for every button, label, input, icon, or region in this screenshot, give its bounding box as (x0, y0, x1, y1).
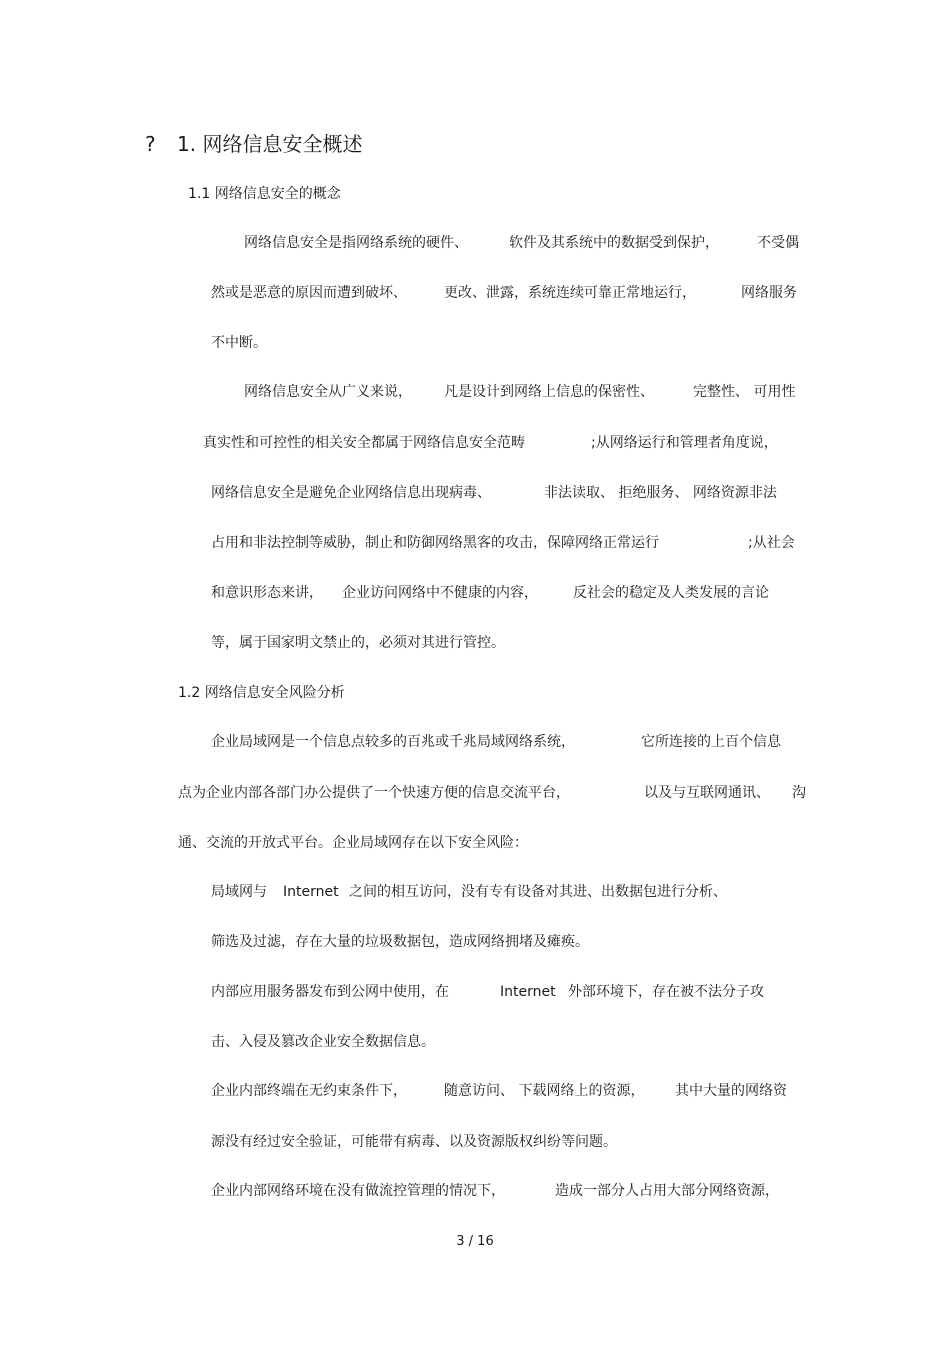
text-segment: 之间的相互访问，没有专有设备对其进、出数据包进行分析、 (349, 884, 727, 900)
text-segment: 完整性、 可用性 (693, 384, 796, 400)
text-segment: 占用和非法控制等威胁，制止和防御网络黑客的攻击，保障网络正常运行 (211, 535, 659, 551)
text-segment: 凡是设计到网络上信息的保密性、 (444, 384, 654, 400)
text-segment: 非法读取、 拒绝服务、 网络资源非法 (544, 485, 777, 501)
text-segment: 反社会的稳定及人类发展的言论 (573, 585, 769, 601)
text-segment: 网络信息安全是指网络系统的硬件、 (244, 235, 468, 251)
risk-2-line-2: 击、入侵及篡改企业安全数据信息。 (211, 1034, 435, 1050)
text-segment: 企业访问网络中不健康的内容， (342, 585, 538, 601)
text-segment: 它所连接的上百个信息 (641, 734, 781, 750)
text-segment: 局域网与 (211, 884, 267, 900)
text-segment: 网络服务 (741, 285, 797, 301)
page-number: 3 / 16 (456, 1234, 494, 1249)
text-segment: 软件及其系统中的数据受到保护， (509, 235, 719, 251)
risk-3-line-2: 源没有经过安全验证，可能带有病毒、以及资源版权纠纷等问题。 (211, 1134, 617, 1150)
text-segment: 内部应用服务器发布到公网中使用，在 (211, 984, 449, 1000)
text-segment: 更改、泄露，系统连续可靠正常地运行， (444, 285, 696, 301)
risk-1-line-2: 筛选及过滤，存在大量的垃圾数据包，造成网络拥堵及瘫痪。 (211, 934, 589, 950)
text-segment: 企业局域网是一个信息点较多的百兆或千兆局域网络系统， (211, 734, 575, 750)
text-segment: 外部环境下，存在被不法分子攻 (568, 984, 764, 1000)
p1-line-3: 不中断。 (211, 335, 267, 351)
section-1-1-title: 1.1 网络信息安全的概念 (188, 186, 341, 202)
p2-line-6: 等，属于国家明文禁止的，必须对其进行管控。 (211, 635, 505, 651)
text-segment: 其中大量的网络资 (675, 1083, 787, 1099)
text-segment: 点为企业内部各部门办公提供了一个快速方便的信息交流平台， (178, 785, 570, 801)
text-segment: 随意访问、 下载网络上的资源， (444, 1083, 645, 1099)
text-segment: ;从社会 (748, 535, 795, 551)
text-segment: 企业内部网络环境在没有做流控管理的情况下， (211, 1183, 505, 1199)
text-segment: 企业内部终端在无约束条件下， (211, 1083, 407, 1099)
text-segment: 沟 (792, 785, 806, 801)
chapter-heading (145, 131, 362, 157)
text-segment: 网络信息安全从广义来说， (244, 384, 412, 400)
text-segment: ;从网络运行和管理者角度说， (591, 435, 778, 451)
heading-title: 1. 网络信息安全概述 (177, 132, 363, 156)
section-1-2-title: 1.2 网络信息安全风险分析 (178, 685, 345, 701)
text-segment: 造成一部分人占用大部分网络资源， (555, 1183, 779, 1199)
p3-line-3: 通、交流的开放式平台。企业局域网存在以下安全风险： (178, 835, 528, 851)
text-segment: 和意识形态来讲， (211, 585, 323, 601)
text-segment: 网络信息安全是避免企业网络信息出现病毒、 (211, 485, 491, 501)
text-segment: Internet (283, 884, 339, 900)
text-segment: 真实性和可控性的相关安全都属于网络信息安全范畴 (203, 435, 525, 451)
heading-bullet: ? (145, 132, 156, 156)
text-segment: 然或是恶意的原因而遭到破坏、 (211, 285, 407, 301)
text-segment: Internet (500, 984, 556, 1000)
text-segment: 以及与互联网通讯、 (644, 785, 770, 801)
text-segment: 不受偶 (757, 235, 799, 251)
